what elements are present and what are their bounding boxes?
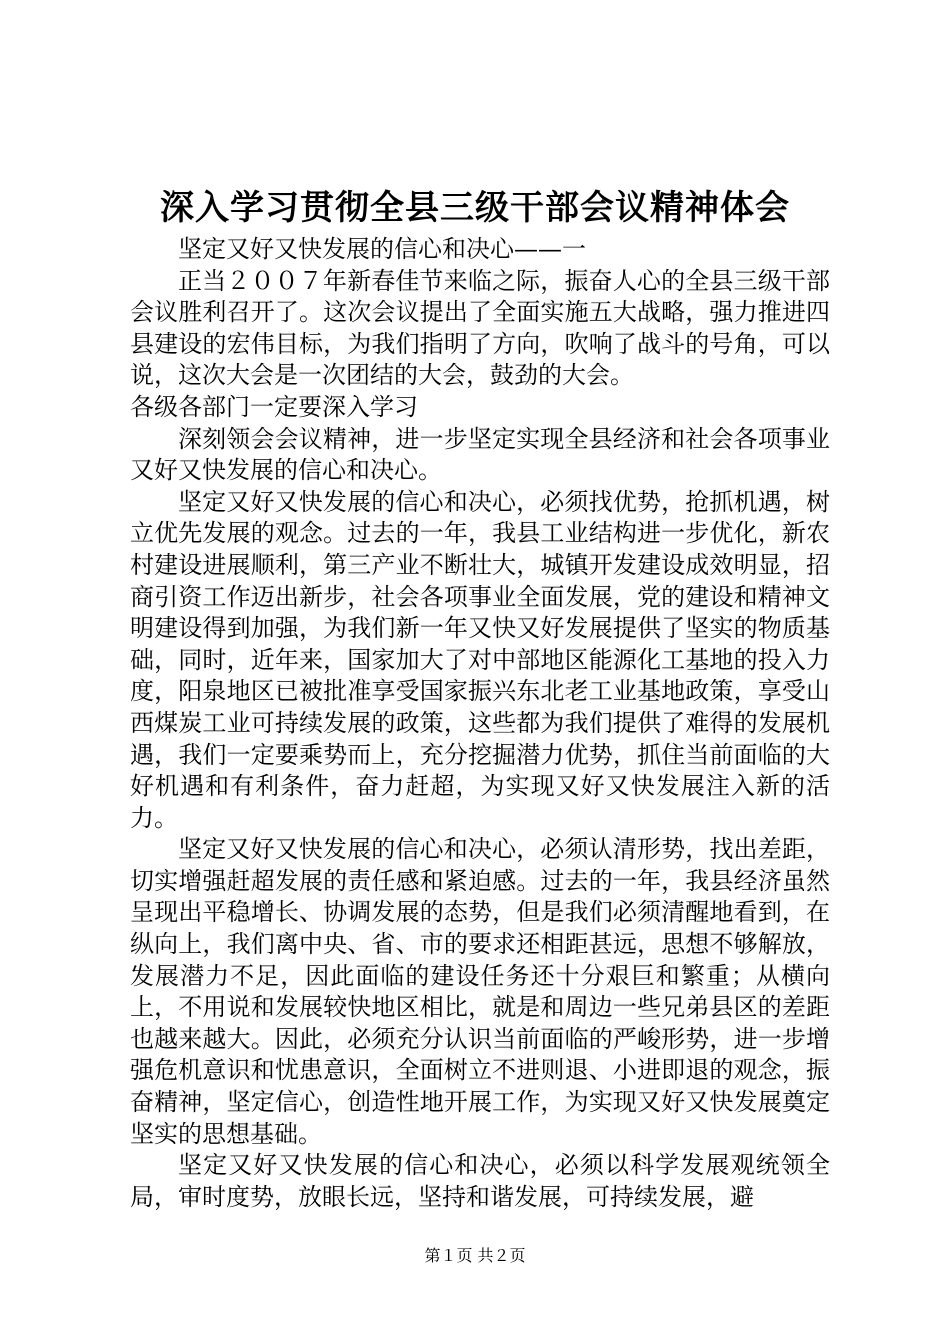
paragraph-understanding: 深刻领会会议精神，进一步坚定实现全县经济和社会各项事业又好又快发展的信心和决心。: [130, 424, 830, 485]
paragraph-subtitle: 坚定又好又快发展的信心和决心——一: [178, 235, 586, 263]
page-number-footer: 第１页 共２页: [424, 1246, 526, 1265]
document-title: 深入学习贯彻全县三级干部会议精神体会: [160, 188, 790, 228]
paragraph-intro-tail: 各级各部门一定要深入学习: [130, 392, 418, 421]
paragraph-intro: 正当２００７年新春佳节来临之际，振奋人心的全县三级干部会议胜利召开了。这次会议提出了全面实施五大战略，强力推进四县建设的宏伟目标，为我们指明了方向，吹响了战斗的号角，可以说，这次大会是一次团结的大会，鼓劲的大会。: [130, 266, 830, 390]
paragraph-scientific-development: 坚定又好又快发展的信心和决心，必须以科学发展观统领全局，审时度势，放眼长远，坚持和谐发展，可持续发展，避: [130, 1151, 830, 1211]
paragraph-opportunity: 坚定又好又快发展的信心和决心，必须找优势，抢抓机遇，树立优先发展的观念。过去的一年，我县工业结构进一步优化，新农村建设进展顺利，第三产业不断壮大，城镇开发建设成效明显，招商引资工作迈出新步，社会各项事业全面发展，党的建设和精神文明建设得到加强，为我们新一年又快又好发展提供了坚实的物质基础，同时，近年来，国家加大了对中部地区能源化工基地的投入力度，阳泉地区已被批准享受国家振兴东北老工业基地政策，享受山西煤炭工业可持续发展的政策，这些都为我们提供了难得的发展机遇，我们一定要乘势而上，充分挖掘潜力优势，抓住当前面临的大好机遇和有利条件，奋力赶超，为实现又好又快发展注入新的活力。: [130, 487, 830, 832]
paragraph-situation: 坚定又好又快发展的信心和决心，必须认清形势，找出差距，切实增强赶超发展的责任感和紧迫感。过去的一年，我县经济虽然呈现出平稳增长、协调发展的态势，但是我们必须清醒地看到，在纵向上，我们离中央、省、市的要求还相距甚远，思想不够解放，发展潜力不足，因此面临的建设任务还十分艰巨和繁重；从横向上，不用说和发展较快地区相比，就是和周边一些兄弟县区的差距也越来越大。因此，必须充分认识当前面临的严峻形势，进一步增强危机意识和忧患意识，全面树立不进则退、小进即退的观念，振奋精神，坚定信心，创造性地开展工作，为实现又好又快发展奠定坚实的思想基础。: [130, 835, 830, 1148]
document-body: [130, 234, 830, 1213]
